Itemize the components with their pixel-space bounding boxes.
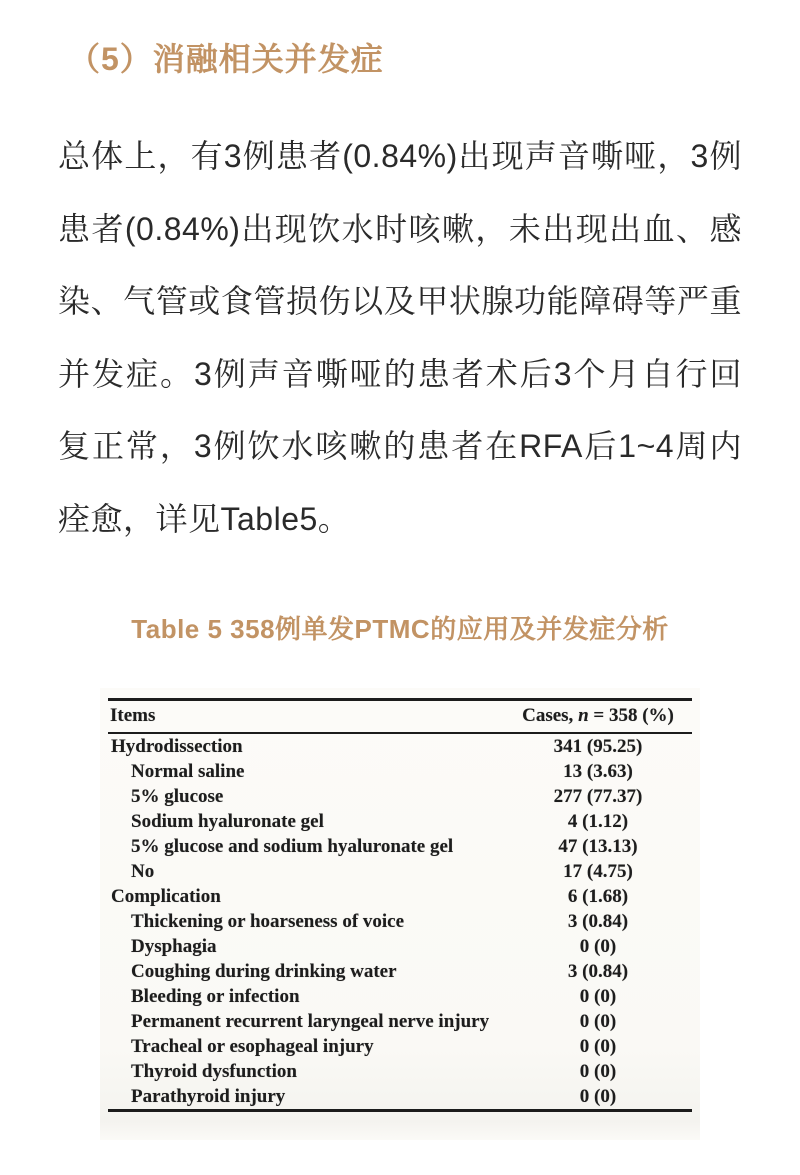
row-item-label: Tracheal or esophageal injury (131, 1036, 374, 1057)
table-caption: Table 5 358例单发PTMC的应用及并发症分析 (131, 614, 669, 644)
row-item-label: Parathyroid injury (131, 1086, 286, 1107)
row-value: 0 (0) (579, 986, 617, 1007)
row-item-label: Bleeding or infection (131, 986, 300, 1007)
row-value: 3 (0.84) (567, 911, 629, 932)
table-row (108, 733, 692, 759)
row-value: 4 (1.12) (567, 811, 629, 832)
table-header-row (108, 700, 692, 734)
row-value: 0 (0) (579, 936, 617, 957)
row-value: 13 (3.63) (563, 761, 633, 782)
cases-header-suffix: = 358 (%) (588, 705, 674, 726)
row-item-label: Complication (111, 886, 221, 907)
table-row (108, 859, 692, 884)
row-item-label: Thyroid dysfunction (131, 1061, 297, 1082)
row-item-label: No (131, 861, 155, 882)
table-scan-image (100, 688, 700, 1140)
row-value: 341 (95.25) (553, 736, 643, 757)
table-body (108, 733, 692, 1111)
table-row (108, 759, 692, 784)
table-row (108, 934, 692, 959)
row-value: 0 (0) (579, 1061, 617, 1082)
row-item-label: Normal saline (131, 761, 245, 782)
table-row (108, 784, 692, 809)
row-value: 0 (0) (579, 1011, 617, 1032)
row-item-label: Hydrodissection (111, 736, 243, 757)
row-value: 277 (77.37) (553, 786, 643, 807)
section-heading: （5）消融相关并发症 (68, 41, 384, 77)
row-item-label: Thickening or hoarseness of voice (131, 911, 405, 932)
row-value: 47 (13.13) (558, 836, 638, 857)
table-row (108, 834, 692, 859)
row-item-label: Sodium hyaluronate gel (131, 811, 324, 832)
row-item-label: 5% glucose (131, 786, 224, 807)
row-item-label: Dysphagia (131, 936, 217, 957)
row-value: 17 (4.75) (563, 861, 633, 882)
table-row (108, 909, 692, 934)
data-table (108, 698, 692, 1112)
body-paragraph: 总体上，有3例患者(0.84%)出现声音嘶哑，3例患者(0.84%)出现饮水时咳嗽，未出现出血、感染、气管或食管损伤以及甲状腺功能障碍等严重并发症。3例声音嘶哑的患者术后3个月自行回复正常，3例饮水咳嗽的患者在RFA后1~4周内痊愈，详见Table5。 (58, 138, 742, 537)
row-value: 0 (0) (579, 1036, 617, 1057)
row-value: 0 (0) (579, 1086, 617, 1107)
column-header-items: Items (108, 700, 504, 734)
table-row (108, 1034, 692, 1059)
row-value: 6 (1.68) (567, 886, 629, 907)
row-value: 3 (0.84) (567, 961, 629, 982)
row-item-label: Permanent recurrent laryngeal nerve injury (131, 1011, 490, 1032)
table-row (108, 1059, 692, 1084)
table-row (108, 984, 692, 1009)
row-item-label: Coughing during drinking water (131, 961, 397, 982)
column-header-cases (504, 700, 692, 734)
table-row (108, 1009, 692, 1034)
cases-header-prefix: Cases, (522, 705, 579, 726)
table-row (108, 959, 692, 984)
cases-header-n-symbol: n (578, 705, 589, 726)
row-item-label: 5% glucose and sodium hyaluronate gel (131, 836, 454, 857)
table-row (108, 1084, 692, 1111)
table-row (108, 884, 692, 909)
table-row (108, 809, 692, 834)
